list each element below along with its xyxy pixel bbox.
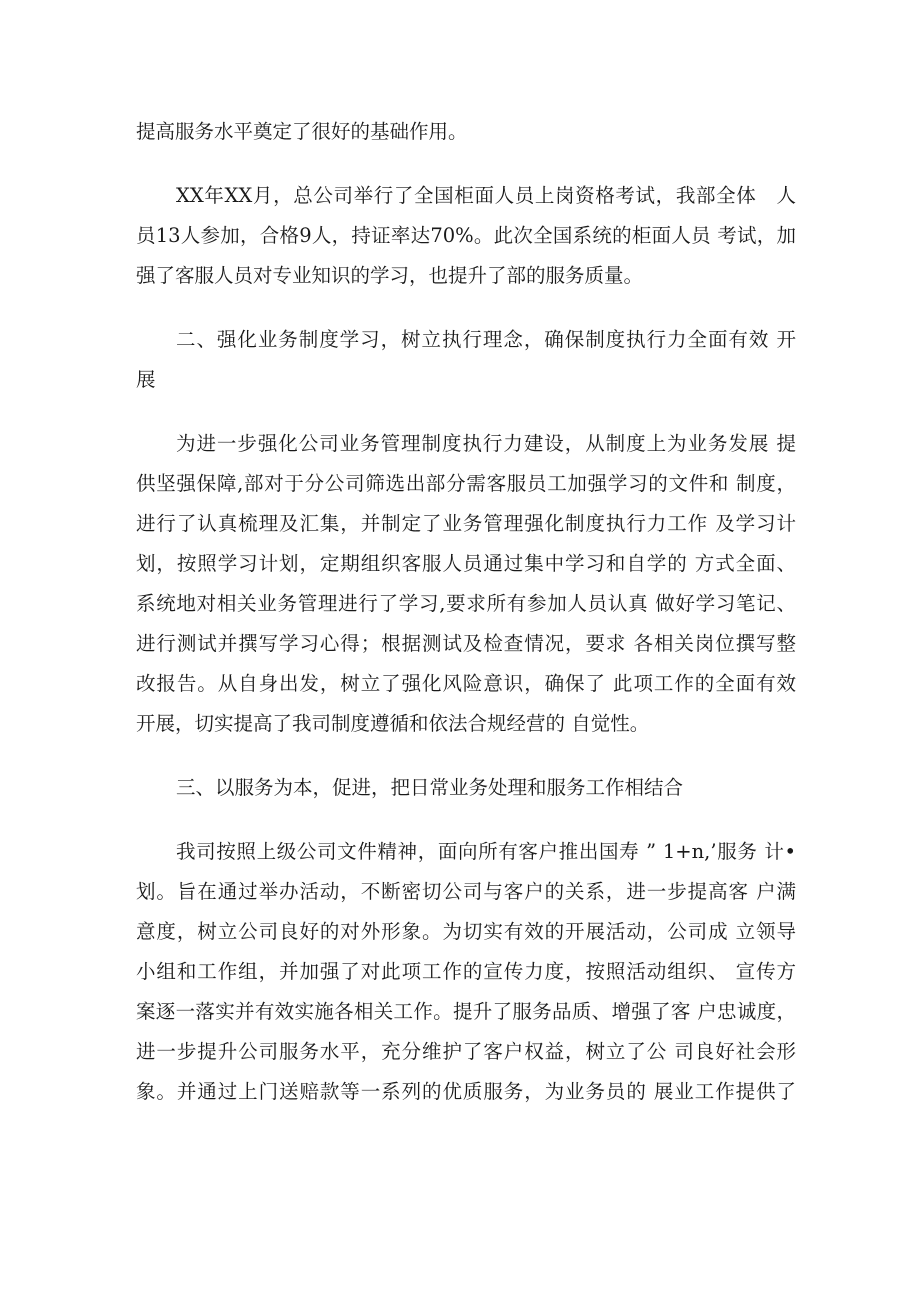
text-line: 划，按照学习计划，定期组织客服人员通过集中学习和自学的 方式全面、 bbox=[136, 552, 796, 575]
text-line: 员13人参加，合格9人，持证率达70%。此次全国系统的柜面人员 考试，加 bbox=[136, 224, 796, 247]
text-line: 我司按照上级公司文件精神，面向所有客户推出国寿 ” 1+n,’服务 计• bbox=[176, 840, 796, 863]
text-line: XX年XX月，总公司举行了全国柜面人员上岗资格考试，我部全体 人 bbox=[176, 184, 796, 207]
text-line: 展 bbox=[136, 368, 156, 391]
paragraph-exam bbox=[136, 176, 796, 296]
text-line: 划。旨在通过举办活动，不断密切公司与客户的关系，进一步提高客 户满 bbox=[136, 880, 796, 903]
section-heading-two bbox=[136, 320, 796, 400]
text-line: 为进一步强化公司业务管理制度执行力建设，从制度上为业务发展 提 bbox=[176, 432, 796, 455]
section-heading-three bbox=[136, 768, 796, 808]
text-line: 强了客服人员对专业知识的学习，也提升了部的服务质量。 bbox=[136, 264, 644, 287]
text-line: 象。并通过上门送赔款等一系列的优质服务，为业务员的 展业工作提供了 bbox=[136, 1080, 796, 1103]
text-line: 开展，切实提高了我司制度遵循和依法合规经营的 自觉性。 bbox=[136, 712, 650, 735]
text-line: 三、以服务为本，促进，把日常业务处理和服务工作相结合 bbox=[176, 776, 684, 799]
text-line: 改报告。从自身出发，树立了强化风险意识，确保了 此项工作的全面有效 bbox=[136, 672, 796, 695]
text-line: 二、强化业务制度学习，树立执行理念，确保制度执行力全面有效 开 bbox=[176, 328, 796, 351]
text-line: 进行测试并撰写学习心得；根据测试及检查情况，要求 各相关岗位撰写整 bbox=[136, 632, 796, 655]
text-line: 意度，树立公司良好的对外形象。为切实有效的开展活动，公司成 立领导 bbox=[136, 920, 796, 943]
paragraph-intro-tail bbox=[136, 112, 796, 152]
text-line: 供坚强保障,部对于分公司筛选出部分需客服员工加强学习的文件和 制度， bbox=[136, 472, 796, 495]
paragraph-service-plan bbox=[136, 832, 796, 1112]
text-line: 进行了认真梳理及汇集，并制定了业务管理强化制度执行力工作 及学习计 bbox=[136, 512, 796, 535]
text-line: 进一步提升公司服务水平，充分维护了客户权益，树立了公 司良好社会形 bbox=[136, 1040, 796, 1063]
text-line: 案逐一落实并有效实施各相关工作。提升了服务品质、增强了客 户忠诚度， bbox=[136, 1000, 796, 1023]
document-body bbox=[136, 112, 796, 1112]
text-line: 小组和工作组，并加强了对此项工作的宣传力度，按照活动组织、 宣传方 bbox=[136, 960, 796, 983]
text-line: 提高服务水平奠定了很好的基础作用。 bbox=[136, 120, 468, 143]
text-line: 系统地对相关业务管理进行了学习,要求所有参加人员认真 做好学习笔记、 bbox=[136, 592, 796, 615]
paragraph-system-study bbox=[136, 424, 796, 744]
